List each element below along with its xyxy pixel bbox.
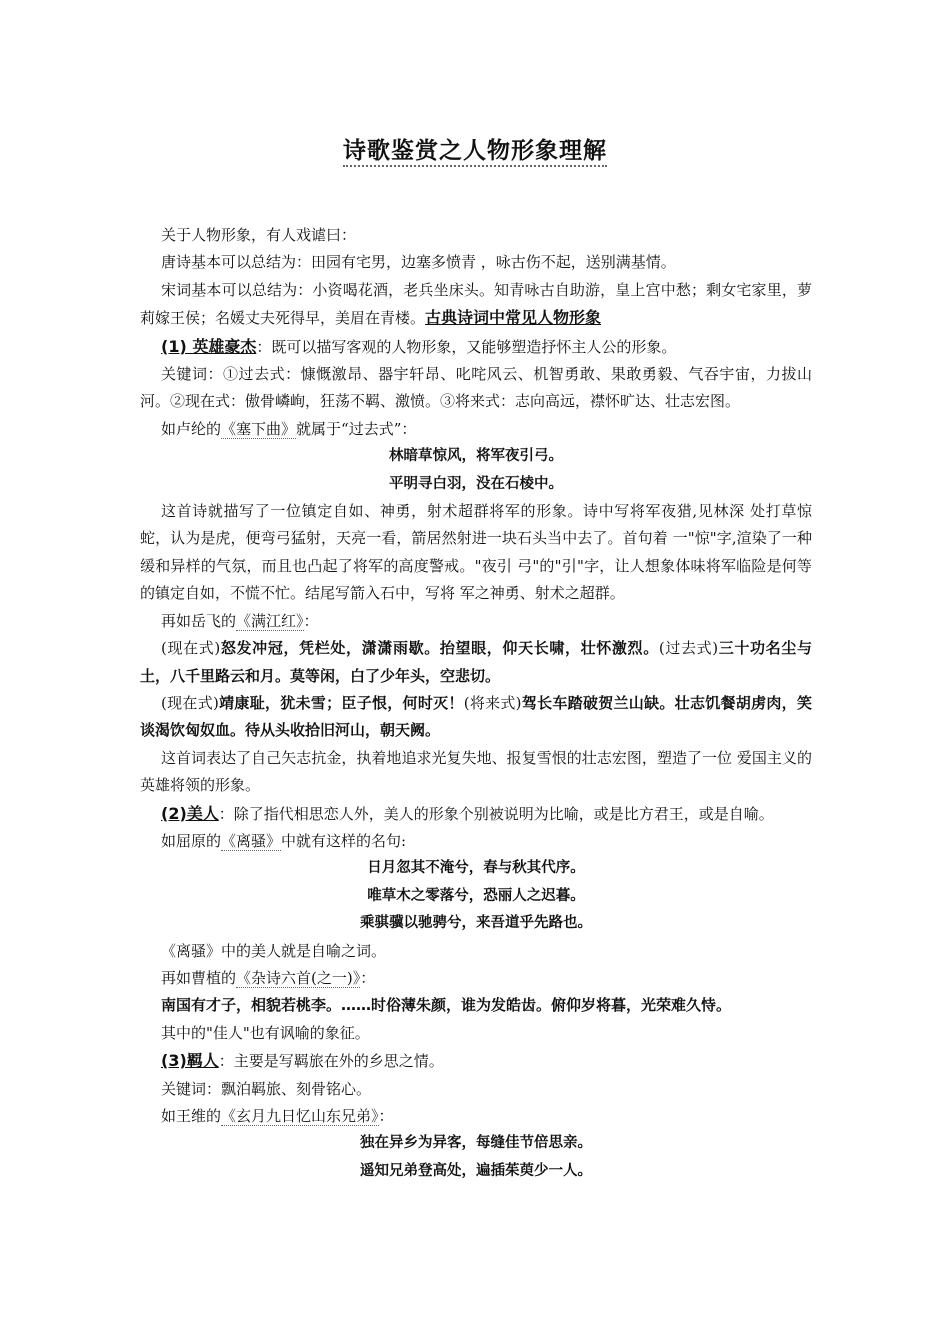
poem-line: 遥知兄弟登高处，遍插茱萸少一人。 [360, 1162, 592, 1179]
section-2-heading: (2)美人 [161, 803, 219, 823]
poem-line: 乘骐骥以驰骋兮，来吾道乎先路也。 [360, 915, 592, 932]
section-1-heading-line: (1) 英雄豪杰：既可以描写客观的人物形象，又能够塑造抒怀主人公的形象。 [161, 336, 677, 356]
section-2-example-2: 再如曹植的《杂诗六首(之一)》： [161, 968, 376, 987]
section-1-analysis-1: 这首诗就描写了一位镇定自如、神勇，射术超群将军的形象。诗中写将军夜猎,见林深 处打草惊蛇，认为是虎，便弯弓猛射，天亮一看，箭居然射进一块石头当中去了。首句着 一"惊"字,渲染了一种缓和异样的气氛，而且也凸起了将军的高度警戒。"夜引 弓"的"引"字，让人想象体味将军临险是何等的镇定自如，不慌不忙。结尾写箭入石中，写将 军之神勇、射术之超群。 [140, 502, 812, 603]
intro-line-2: 唐诗基本可以总结为：田园有宅男，边塞多愤青 ，咏古伤不起，送别满基情。 [161, 253, 676, 272]
poem-stanza-1: (现在式)怒发冲冠，凭栏处，潇潇雨歇。抬望眼，仰天长啸，壮怀激烈。(过去式)三十功名尘与土，八千里路云和月。莫等闲，白了少年头，空悲切。 [140, 639, 812, 685]
section-2-note-2: 其中的"佳人"也有讽喻的象征。 [161, 1023, 370, 1042]
section-2-note-1: 《离骚》中的美人就是自喻之词。 [161, 941, 387, 960]
section-3-example-1: 如王维的《玄月九日忆山东兄弟》： [161, 1107, 394, 1125]
section-1-keywords: 关键词：①过去式：慷慨激昂、器宇轩昂、叱咤风云、机智勇敢、果敢勇毅、气吞宇宙，力拔山河。②现在式：傲骨嶙峋，狂荡不羁、激愤。③将来式：志向高远，襟怀旷达、壮志宏图。 [140, 365, 812, 411]
document-body [140, 222, 812, 1185]
document-title: 诗歌鉴赏之人物形象理解 [0, 132, 950, 165]
common-images-heading: 古典诗词中常见人物形象 [425, 308, 602, 328]
section-1-heading: (1) 英雄豪杰 [161, 336, 257, 356]
section-2-poem-2: 南国有才子，相貌若桃李。……时俗薄朱颜，谁为发皓齿。俯仰岁将暮，光荣难久恃。 [161, 996, 732, 1015]
section-2-heading-line: (2)美人：除了指代相思恋人外，美人的形象个别被说明为比喻，或是比方君王，或是自喻。 [161, 803, 774, 823]
poem-line: 独在异乡为异客，每缝佳节倍思亲。 [360, 1135, 592, 1152]
section-1-example-2: 再如岳飞的《满江红》： [161, 611, 319, 630]
intro-line-1: 关于人物形象，有人戏谑曰： [161, 226, 357, 244]
poem-title-ref: 《杂诗六首(之一)》 [236, 968, 361, 987]
section-1-analysis-2: 这首词表达了自己矢志抗金，执着地追求光复失地、报复雪恨的壮志宏图，塑造了一位 爱国主义的英雄将领的形象。 [140, 748, 812, 795]
poem-title-ref: 《玄月九日忆山东兄弟》 [221, 1107, 379, 1125]
section-3-heading-line: (3)羁人：主要是写羁旅在外的乡思之情。 [161, 1051, 444, 1071]
section-2-example-1: 如屈原的《离骚》中就有这样的名句: [161, 831, 407, 850]
poem-line: 林暗草惊风，将军夜引弓。 [389, 448, 563, 465]
poem-line: 唯草木之零落兮，恐丽人之迟暮。 [367, 887, 585, 904]
section-3-keywords: 关键词：飘泊羁旅、刻骨铭心。 [161, 1079, 372, 1098]
section-3-heading: (3)羁人 [161, 1051, 219, 1071]
poem-title-ref: 《塞下曲》 [221, 419, 297, 438]
poem-line: 平明寻白羽，没在石棱中。 [389, 475, 563, 492]
poem-title-ref: 《满江红》 [236, 611, 304, 630]
poem-title-ref: 《离骚》 [221, 831, 282, 850]
intro-line-3: 宋词基本可以总结为：小资喝花酒，老兵坐床头。知青咏古自助游，皇上宫中愁；剩女宅家里，萝莉嫁王侯；名媛丈夫死得早，美眉在青楼。古典诗词中常见人物形象 [140, 280, 812, 328]
poem-stanza-2: (现在式)靖康耻，犹未雪；臣子恨，何时灭！(将来式)驾长车踏破贺兰山缺。壮志饥餐胡虏肉，笑谈渴饮匈奴血。待从头收拾旧河山，朝天阙。 [140, 693, 812, 740]
section-1-example-1: 如卢纶的《塞下曲》就属于“过去式”： [161, 419, 417, 438]
poem-line: 日月忽其不淹兮，春与秋其代序。 [367, 860, 585, 877]
